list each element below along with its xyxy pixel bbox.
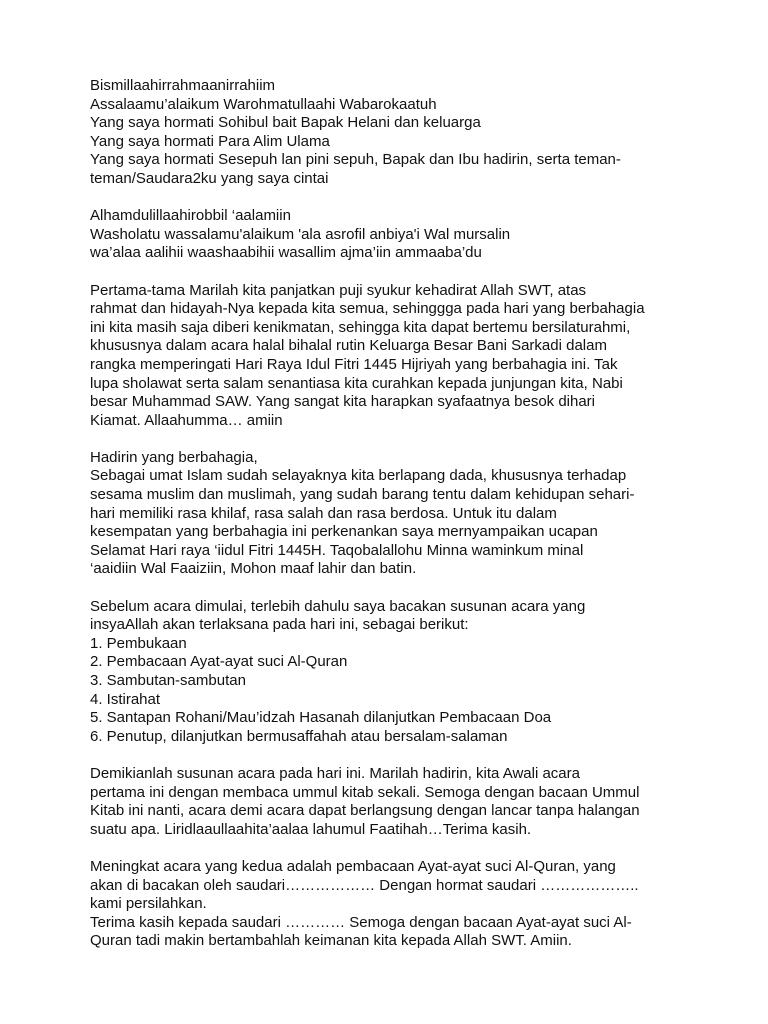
- text-line: teman/Saudara2ku yang saya cintai: [90, 169, 329, 187]
- text-line: sesama muslim dan muslimah, yang sudah barang tentu dalam kehidupan sehari-: [90, 486, 635, 504]
- text-line: rahmat dan hidayah-Nya kepada kita semua, sehinggga pada hari yang berbahagia: [90, 300, 645, 318]
- text-line: hari memiliki rasa khilaf, rasa salah dan rasa berdosa. Untuk itu dalam: [90, 504, 557, 522]
- text-line: pertama ini dengan membaca ummul kitab sekali. Semoga dengan bacaan Ummul: [90, 783, 640, 801]
- text-line: ‘aaidiin Wal Faaiziin, Mohon maaf lahir dan batin.: [90, 560, 417, 578]
- agenda-item: 5. Santapan Rohani/Mau’idzah Hasanah dilanjutkan Pembacaan Doa: [90, 709, 552, 727]
- text-line: Selamat Hari raya ‘iidul Fitri 1445H. Taqobalallohu Minna waminkum minal: [90, 541, 584, 559]
- paragraph-greeting: [90, 449, 690, 579]
- text-line: Sebelum acara dimulai, terlebih dahulu saya bacakan susunan acara yang: [90, 597, 586, 615]
- text-line: besar Muhammad SAW. Yang sangat kita harapkan syafaatnya besok dihari: [90, 393, 596, 411]
- text-line: kami persilahkan.: [90, 895, 207, 913]
- text-line: Yang saya hormati Sohibul bait Bapak Helani dan keluarga: [90, 114, 481, 132]
- text-line: Assalaamu’alaikum Warohmatullaahi Wabarokaatuh: [90, 95, 437, 113]
- text-line: rangka memperingati Hari Raya Idul Fitri 1445 Hijriyah yang berbahagia ini. Tak: [90, 355, 618, 373]
- text-line: Kiamat. Allaahumma… amiin: [90, 411, 283, 429]
- text-line: Bismillaahirrahmaanirrahiim: [90, 77, 276, 94]
- paragraph-agenda: [90, 598, 690, 747]
- paragraph-second-item: [90, 858, 690, 951]
- text-line: Pertama-tama Marilah kita panjatkan puji syukur kehadirat Allah SWT, atas: [90, 281, 587, 299]
- text-line: khususnya dalam acara halal bihalal rutin Keluarga Besar Bani Sarkadi dalam: [90, 337, 607, 355]
- text-line: kesempatan yang berbahagia ini perkenankan saya mernyampaikan ucapan: [90, 523, 598, 541]
- text-line: Sebagai umat Islam sudah selayaknya kita berlapang dada, khususnya terhadap: [90, 467, 627, 485]
- agenda-item: 3. Sambutan-sambutan: [90, 672, 246, 689]
- text-line: Terima kasih kepada saudari ………… Semoga dengan bacaan Ayat-ayat suci Al-: [90, 913, 632, 931]
- text-line: lupa sholawat serta salam senantiasa kita curahkan kepada junjungan kita, Nabi: [90, 374, 623, 392]
- paragraph-salutation: [90, 77, 690, 189]
- text-line: Yang saya hormati Sesepuh lan pini sepuh, Bapak dan Ibu hadirin, serta teman-: [90, 151, 621, 169]
- text-line: akan di bacakan oleh saudari……………… Dengan hormat saudari ………………..: [90, 876, 639, 894]
- text-line: Washolatu wassalamu'alaikum 'ala asrofil anbiya'i Wal mursalin: [90, 225, 511, 243]
- text-line: Meningkat acara yang kedua adalah pembacaan Ayat-ayat suci Al-Quran, yang: [90, 857, 616, 875]
- text-line: Yang saya hormati Para Alim Ulama: [90, 132, 330, 150]
- text-line: Alhamdulillaahirobbil ‘aalamiin: [90, 207, 291, 225]
- text-line: ini kita masih saja diberi kenikmatan, sehingga kita dapat bertemu bersilaturahmi,: [90, 318, 631, 336]
- paragraph-first-item: [90, 765, 690, 839]
- text-line: Demikianlah susunan acara pada hari ini. Marilah hadirin, kita Awali acara: [90, 764, 580, 782]
- paragraph-praise: [90, 207, 690, 263]
- agenda-item: 2. Pembacaan Ayat-ayat suci Al-Quran: [90, 653, 348, 671]
- paragraph-opening: [90, 282, 690, 431]
- document-page: [90, 77, 690, 970]
- text-line: Quran tadi makin bertambahlah keimanan kita kepada Allah SWT. Amiin.: [90, 932, 572, 950]
- agenda-item: 1. Pembukaan: [90, 634, 187, 652]
- text-line: wa’alaa aalihii waashaabihii wasallim ajma’iin ammaaba’du: [90, 244, 482, 262]
- agenda-item: 6. Penutup, dilanjutkan bermusaffahah atau bersalam-salaman: [90, 727, 508, 745]
- text-line: insyaAllah akan terlaksana pada hari ini, sebagai berikut:: [90, 616, 469, 634]
- text-line: Kitab ini nanti, acara demi acara dapat berlangsung dengan lancar tanpa halangan: [90, 802, 640, 820]
- agenda-item: 4. Istirahat: [90, 690, 161, 708]
- text-line: suatu apa. Liridlaaullaahita’aalaa lahumul Faatihah…Terima kasih.: [90, 820, 532, 838]
- text-line: Hadirin yang berbahagia,: [90, 448, 258, 466]
